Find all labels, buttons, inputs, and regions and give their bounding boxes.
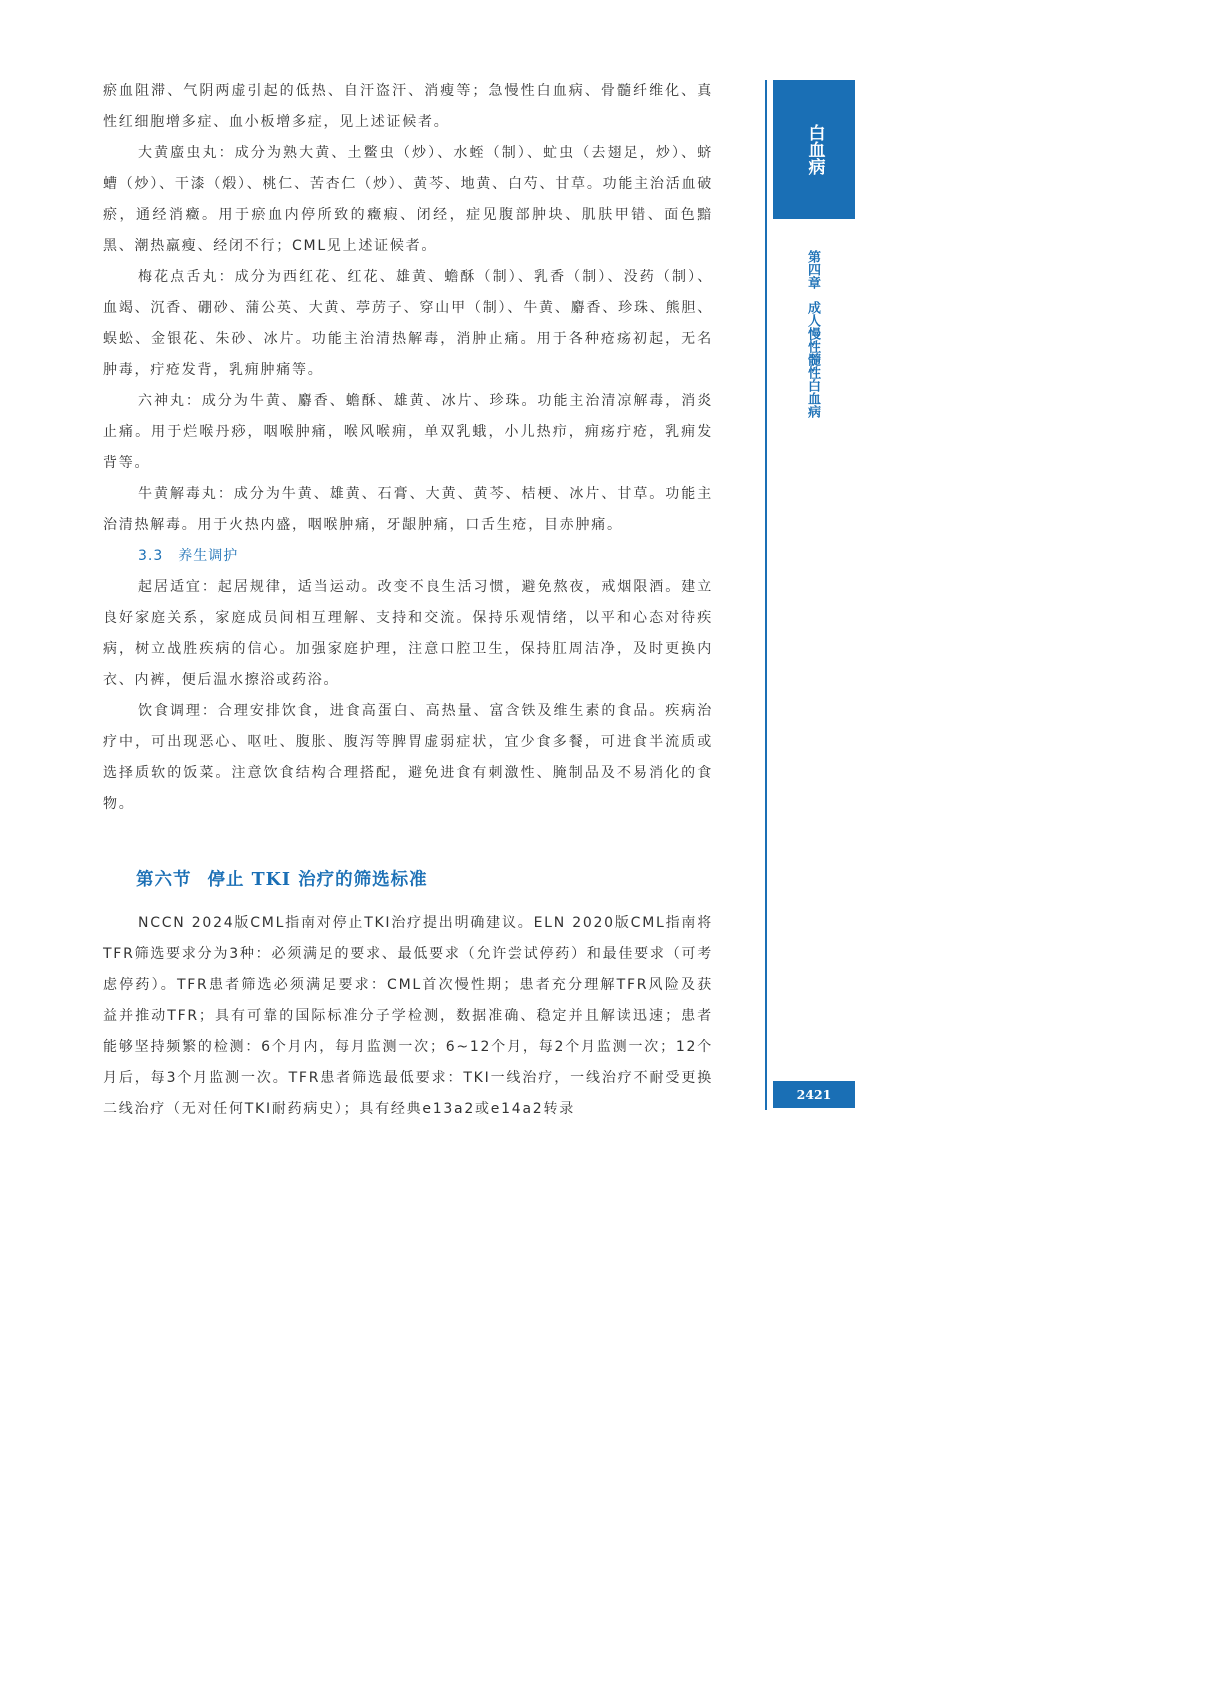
section-heading-text: 停止 TKI 治疗的筛选标准 (207, 870, 428, 890)
main-content (103, 76, 713, 1125)
paragraph-diet: 饮食调理：合理安排饮食，进食高蛋白、高热量、富含铁及维生素的食品。疾病治疗中，可出现恶心、呕吐、腹胀、腹泻等脾胃虚弱症状，宜少食多餐，可进食半流质或选择质软的饭菜。注意饮食结构合理搭配，避免进食有刺激性、腌制品及不易消化的食物。 (103, 703, 713, 812)
sidebar-divider (765, 80, 767, 1110)
paragraph-lifestyle: 起居适宜：起居规律，适当运动。改变不良生活习惯，避免熬夜，戒烟限酒。建立良好家庭关系，家庭成员间相互理解、支持和交流。保持乐观情绪，以平和心态对待疾病，树立战胜疾病的信心。加强家庭护理，注意口腔卫生，保持肛周洁净，及时更换内衣、内裤，便后温水擦浴或药浴。 (103, 579, 713, 688)
paragraph-tfr-criteria: NCCN 2024版CML指南对停止TKI治疗提出明确建议。ELN 2020版CML指南将TFR筛选要求分为3种：必须满足的要求、最低要求（允许尝试停药）和最佳要求（可考虑停药）。TFR患者筛选必须满足要求：CML首次慢性期；患者充分理解TFR风险及获益并推动TFR；具有可靠的国际标准分子学检测，数据准确、稳定并且解读迅速；患者能够坚持频繁的检测：6个月内，每月监测一次；6~12个月，每2个月监测一次；12个月后，每3个月监测一次。TFR患者筛选最低要求：TKI一线治疗，一线治疗不耐受更换二线治疗（无对任何TKI耐药病史）；具有经典e13a2或e14a2转录 (103, 915, 713, 1117)
chapter-label (800, 250, 820, 418)
section-title (103, 864, 713, 896)
paragraph-niuhuang-jiedu-wan: 牛黄解毒丸：成分为牛黄、雄黄、石膏、大黄、黄芩、桔梗、冰片、甘草。功能主治清热解毒。用于火热内盛，咽喉肿痛，牙龈肿痛，口舌生疮，目赤肿痛。 (103, 486, 713, 533)
paragraph-meihua-dianshe-wan: 梅花点舌丸：成分为西红花、红花、雄黄、蟾酥（制）、乳香（制）、没药（制）、血竭、沉香、硼砂、蒲公英、大黄、葶苈子、穿山甲（制）、牛黄、麝香、珍珠、熊胆、蜈蚣、金银花、朱砂、冰片。功能主治清热解毒，消肿止痛。用于各种疮疡初起，无名肿毒，疔疮发背，乳痈肿痛等。 (103, 269, 713, 378)
chapter-number: 第四章 (805, 250, 820, 289)
section-number: 第六节 (136, 870, 192, 890)
paragraph: 瘀血阻滞、气阴两虚引起的低热、自汗盗汗、消瘦等；急慢性白血病、骨髓纤维化、真性红细胞增多症、血小板增多症，见上述证候者。 (103, 83, 713, 130)
chapter-tab: 白血病 (773, 80, 855, 219)
page-number: 2421 (773, 1081, 855, 1108)
subheading-3-3: 3.3 养生调护 (138, 548, 239, 564)
paragraph-dahuang-zhechong-wan: 大黄䗪虫丸：成分为熟大黄、土鳖虫（炒）、水蛭（制）、虻虫（去翅足，炒）、蛴螬（炒）、干漆（煅）、桃仁、苦杏仁（炒）、黄芩、地黄、白芍、甘草。功能主治活血破瘀，通经消癥。用于瘀血内停所致的癥瘕、闭经，症见腹部肿块、肌肤甲错、面色黯黑、潮热羸瘦、经闭不行；CML见上述证候者。 (103, 145, 713, 254)
chapter-title: 成人慢性髓性白血病 (805, 301, 820, 418)
paragraph-liushen-wan: 六神丸：成分为牛黄、麝香、蟾酥、雄黄、冰片、珍珠。功能主治清凉解毒，消炎止痛。用于烂喉丹痧，咽喉肿痛，喉风喉痈，单双乳蛾，小儿热疖，痈疡疔疮，乳痈发背等。 (103, 393, 713, 471)
